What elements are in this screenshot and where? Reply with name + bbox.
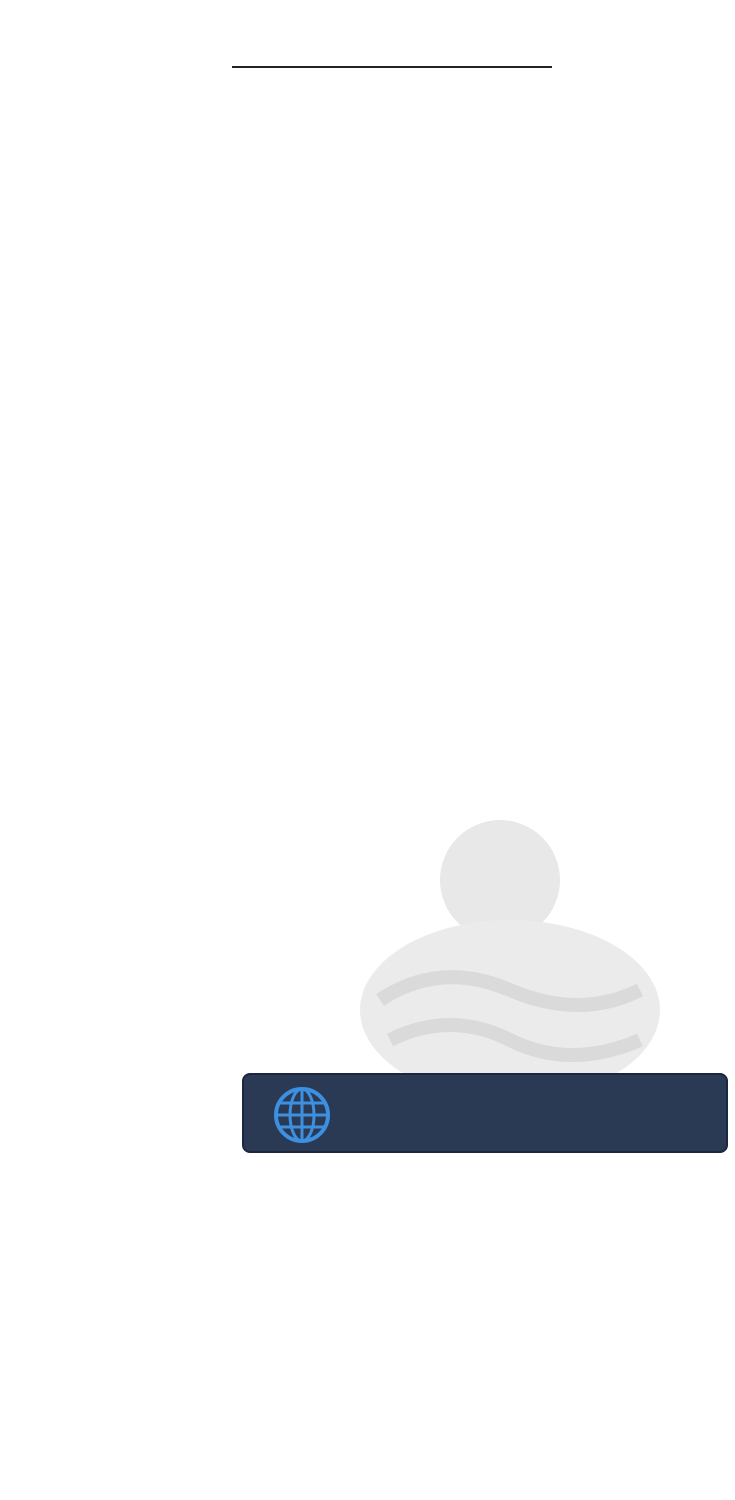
flower-border-left [0,0,50,1200]
globe-icon [272,1085,332,1145]
flower-border-top [0,0,735,50]
page-title [232,64,552,68]
site-banner[interactable] [242,1073,728,1153]
